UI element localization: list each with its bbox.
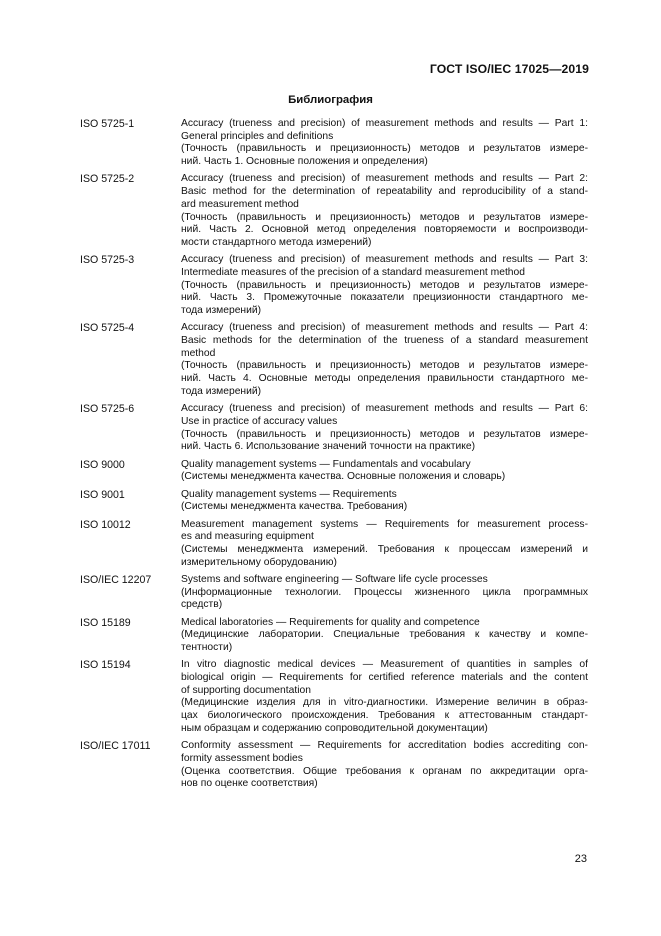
entry-line: Accuracy (trueness and precision) of measurement methods and results — Part 1: (181, 118, 588, 129)
document-header: ГОСТ ISO/IEC 17025—2019 (429, 62, 589, 76)
entry-line: (Точность (правильность и прецизионность) методов и результатов измере- (181, 360, 588, 372)
entry-code: ISO 9000 (80, 458, 125, 471)
entry-text (181, 574, 588, 612)
bibliography-list (80, 118, 588, 796)
entry-line: Use in practice of accuracy values (181, 415, 338, 427)
entry-code: ISO 5725-4 (80, 322, 135, 335)
entry-line: (Оценка соответствия. Общие требования к органам по аккредитации орга- (181, 765, 588, 777)
entry-line: biological origin — Requirements for certified reference materials and the content (181, 672, 588, 684)
entry-line: нов по оценке соответствия) (181, 778, 318, 790)
entry-line: (Информационные технологии. Процессы жизненного цикла программных (181, 586, 588, 598)
entry-line: ний. Часть 4. Основные методы определения правильности стандартного ме- (181, 373, 588, 385)
bibliography-entry (80, 617, 588, 655)
entry-line: ний. Часть 3. Промежуточные показатели прецизионности стандартного ме- (181, 292, 588, 304)
entry-code: ISO 5725-6 (80, 403, 135, 416)
bibliography-entry (80, 574, 588, 612)
entry-line: (Точность (правильность и прецизионность) методов и результатов измере- (181, 279, 588, 291)
entry-text (181, 459, 588, 484)
entry-line: измерительному оборудованию) (181, 556, 337, 568)
entry-line: мости стандартного метода измерений) (181, 236, 372, 248)
entry-line: Basic method for the determination of repeatability and reproducibility of a stand- (181, 186, 588, 198)
entry-line: In vitro diagnostic medical devices — Measurement of quantities in samples of (181, 659, 588, 671)
entry-line: Accuracy (trueness and precision) of measurement methods and results — Part 4: (181, 322, 588, 334)
entry-line: ний. Часть 6. Использование значений точности на практике) (181, 441, 476, 453)
bibliography-entry (80, 740, 588, 791)
entry-line: Conformity assessment — Requirements for accreditation bodies accrediting con- (181, 740, 588, 752)
bibliography-entry (80, 118, 588, 169)
entry-text (181, 173, 588, 249)
entry-text (181, 489, 588, 514)
entry-code: ISO 15189 (80, 616, 131, 629)
entry-line: цах биологического происхождения. Требования к аттестованным стандарт- (181, 710, 588, 722)
entry-line: Measurement management systems — Requirements for measurement process- (181, 518, 588, 530)
entry-text (181, 740, 588, 791)
entry-line: Systems and software engineering — Software life cycle processes (181, 573, 488, 585)
entry-text (181, 322, 588, 398)
entry-line: тода измерений) (181, 385, 262, 397)
entry-line: Accuracy (trueness and precision) of measurement methods and results — Part 3: (181, 254, 588, 266)
entry-line: (Системы менеджмента качества. Основные положения и словарь) (181, 471, 506, 483)
entry-text (181, 617, 588, 655)
entry-line: Basic methods for the determination of the trueness of a standard measurement (181, 335, 588, 347)
bibliography-entry (80, 173, 588, 249)
entry-line: тода измерений) (181, 305, 262, 317)
entry-code: ISO 9001 (80, 488, 125, 501)
entry-text (181, 659, 588, 735)
section-title: Библиография (288, 94, 373, 106)
entry-text (181, 118, 588, 169)
entry-code: ISO 10012 (80, 518, 131, 531)
bibliography-entry (80, 322, 588, 398)
entry-line: ard measurement method (181, 198, 299, 210)
entry-line: Quality management systems — Requirements (181, 488, 397, 500)
entry-line: (Точность (правильность и прецизионность) методов и результатов измере- (181, 143, 588, 155)
bibliography-entry (80, 519, 588, 570)
entry-code: ISO/IEC 17011 (80, 740, 151, 753)
entry-line: Quality management systems — Fundamentals and vocabulary (181, 458, 471, 470)
entry-line: formity assessment bodies (181, 752, 303, 764)
entry-line: ний. Часть 2. Основной метод определения повторяемости и воспроизводи- (181, 224, 588, 236)
entry-line: General principles and definitions (181, 130, 334, 142)
bibliography-entry (80, 403, 588, 454)
bibliography-entry (80, 254, 588, 318)
entry-text (181, 519, 588, 570)
entry-line: (Системы менеджмента измерений. Требования к процессам измерений и (181, 543, 588, 555)
entry-line: тентности) (181, 642, 233, 654)
entry-line: (Медицинские лаборатории. Специальные требования к качеству и компе- (181, 629, 588, 641)
entry-line: Accuracy (trueness and precision) of measurement methods and results — Part 6: (181, 403, 588, 415)
entry-text (181, 403, 588, 454)
entry-line: ний. Часть 1. Основные положения и определения) (181, 156, 428, 168)
entry-line: Medical laboratories — Requirements for quality and competence (181, 616, 480, 628)
bibliography-entry (80, 459, 588, 484)
bibliography-entry (80, 659, 588, 735)
entry-text (181, 254, 588, 318)
entry-line: (Медицинские изделия для in vitro-диагностики. Измерение величин в образ- (181, 697, 588, 709)
entry-code: ISO 5725-1 (80, 118, 135, 130)
entry-line: средств) (181, 599, 223, 611)
entry-line: Accuracy (trueness and precision) of measurement methods and results — Part 2: (181, 173, 588, 185)
entry-line: Intermediate measures of the precision of a standard measurement method (181, 266, 525, 278)
page-number: 23 (574, 853, 587, 865)
entry-line: es and measuring equipment (181, 531, 314, 543)
entry-line: (Системы менеджмента качества. Требования) (181, 501, 408, 513)
entry-line: of supporting documentation (181, 684, 311, 696)
entry-line: (Точность (правильность и прецизионность) методов и результатов измере- (181, 211, 588, 223)
entry-line: method (181, 347, 216, 359)
entry-code: ISO/IEC 12207 (80, 573, 152, 586)
bibliography-entry (80, 489, 588, 514)
entry-line: ным образцам и содержанию сопроводительной документации) (181, 722, 488, 734)
entry-code: ISO 15194 (80, 659, 131, 672)
entry-code: ISO 5725-2 (80, 173, 135, 186)
entry-code: ISO 5725-3 (80, 254, 135, 267)
entry-line: (Точность (правильность и прецизионность) методов и результатов измере- (181, 428, 588, 440)
